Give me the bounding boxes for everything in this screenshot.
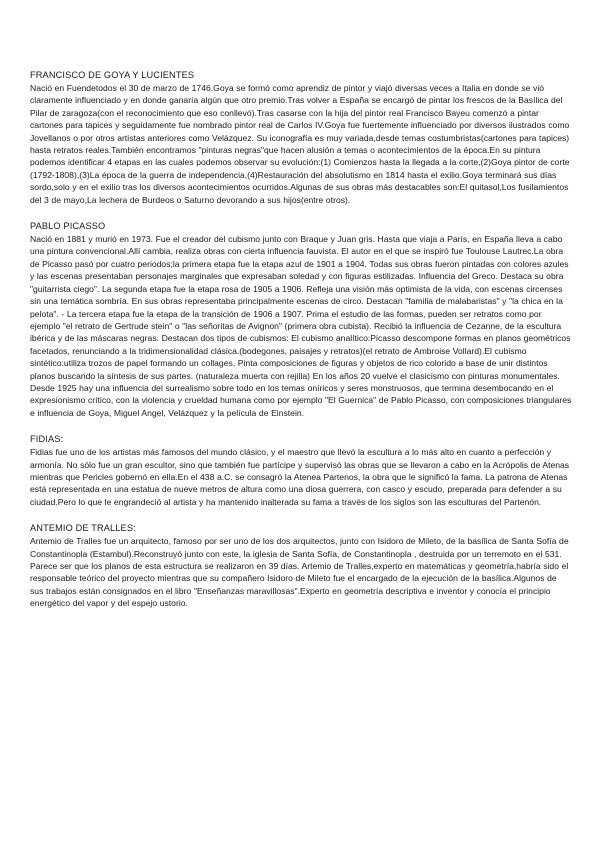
- section-body: Fidias fue uno de los artistas más famosos del mundo clásico, y el maestro que llevó la escultura a lo más alto en cuanto a perfección y armonía. No sólo fue un gran escultor, sino que también fue partícipe y supervisó las obras que se llevaron a cabo en la Acrópolis de Atenas mientras que Pericles gobernó en ella.En el 438 a.C. se consagró la Atenea Partenos, la obra que le significó la fama. La patrona de Atenas está representada en una estatua de nueve metros de altura como una diosa guerrera, con casco y escudo, preparada para defender a su ciudad.Pero lo que le engrandeció al artista y ha mantenido inalterada su fama a través de los siglos son las esculturas del Partenón.: [30, 447, 570, 507]
- section-title: FIDIAS:: [30, 434, 64, 445]
- section-fidias: [30, 434, 572, 508]
- section-goya: [30, 70, 572, 206]
- section-body: Nació en Fuendetodos el 30 de marzo de 1746.Goya se formó como aprendiz de pintor y viajó diversas veces a Italia en donde se vió claramente influenciado y en donde ganaría algún que otro premio.Tras volver a España se encargó de pintar los frescos de la Basílica del Pilar de zaragoza(con el reconocimiento que eso conllevó).Tras casarse con la hija del pintor real Francisco Bayeu comenzó a pintar cartones para tapices y seguidamente fue nombrado pintor real de Carlos IV.Goya fue fuertemente influenciado por diversos ilustrados como Jovellanos o por otros artistas anteriores como Velázquez. Su iconografía es muy variada,desde temas costumbristas(cartones para tapices) hasta retratos reales.También encontramos "pinturas negras"que hacen alusión a temas o acontecimientos de la época.En su pintura podemos identificar 4 etapas en las cuales podemos observar su evolución:(1) Comienzos hasta la llegada a la corte,(2)Goya pintor de corte (1792-1808),(3)La época de la guerra de independencia,(4)Restauración del absolutismo en 1814 hasta el exilio.Goya terminará sus días sordo,solo y en el exilio tras los diversos acontecimientos ocurridos.Algunas de sus obras más destacables son:El quitasol,Los fusilamientos del 3 de mayo,La lechera de Burdeos o Saturno devorando a sus hijos(entre otros).: [30, 83, 570, 205]
- section-body: Antemio de Tralles fue un arquitecto, famoso por ser uno de los dos arquitectos, junto con Isidoro de Mileto, de la basílica de Santa Sofía de Constantinopla (Estambul).Reconstruyó junto con este, la iglesia de Santa Sofía, de Constantinopla , destruida por un terremoto en el 531. Parece ser que los planos de esta estructura se realizaron en 39 días. Artemio de Tralles,experto en matemáticas y geometría,habría sido el responsable teórico del proyecto mientras que su compañero Isidoro de Mileto fue el encargado de la ejecución de la basílica.Algunos de sus trabajos están consignados en el libro "Enseñanzas maravillosas".Experto en geometría descriptiva e inventor y conocía el principio energético del vapor y del espejo ustorio.: [30, 536, 569, 609]
- section-body: Nació en 1881 y murió en 1973. Fue el creador del cubismo junto con Braque y Juan gris. Hasta que viaja a París, en España lleva a cabo una pintura convencional.Allí cambia, realiza obras con cierta influencia fauvista. El autor en el que se inspiró fue Toulouse Lautrec.La obra de Picasso pasó por cuatro periodos;la primera etapa fue la etapa azul de 1901 a 1904. Todas sus obras fueron pintadas con colores azules y las escenas presentaban personajes marginales que expresaban soledad y con figuras estilizadas. Influencia del Greco. Destaca su obra "guitarrista ciego". La segunda etapa fue la etapa rosa de 1905 a 1906. Refleja una visión más optimista de la vida, con escenas circenses sin una temática sombría. En sus obras representaba principalmente escenas de circo. Destacan "familia de malabaristas" y "la chica en la pelota". - La tercera etapa fue la etapa de la transición de 1906 a 1907. Prima el estudio de las formas, pueden ser retratos como por ejemplo "el retrato de Gertrude stein" o "las señoritas de Avignon" (primera obra cubista). Recibió la influencia de Cezanne, de la escultura ibérica y de las máscaras negras. Destacan dos tipos de cubismos: El cubismo analítico:Picasso descompone formas en planos geométricos facetados, renunciando a la tridimensionalidad clásica.(bodegones, paisajes y retratos)(el retrato de Ambroise Vollard).El cubismo sintético:utiliza trozos de papel formando un collages. Pinta composiciones de figuras y objetos de rico colorido a base de unir distintos planos buscando la síntesis de sus partes. (naturaleza muerta con rejilla) En los años 20 vuelve el clasicismo con pinturas monumentales. Desde 1925 hay una influencia del surrealismo sobre todo en los temas oníricos y seres monstruosos, que termina desembocando en el expresionismo crítico, con la violencia y crueldad humana como por ejemplo "El Guernica" de Pablo Picasso, con composiciones triangulares e influencia de Goya, Miguel Angel, Velázquez y la película de Einstein.: [30, 234, 572, 418]
- section-picasso: [30, 221, 572, 419]
- section-title: PABLO PICASSO: [30, 221, 106, 232]
- section-title: FRANCISCO DE GOYA Y LUCIENTES: [30, 70, 195, 80]
- section-title: ANTEMIO DE TRALLES:: [30, 523, 136, 534]
- document-page: [30, 70, 572, 625]
- section-antemio: [30, 523, 572, 609]
